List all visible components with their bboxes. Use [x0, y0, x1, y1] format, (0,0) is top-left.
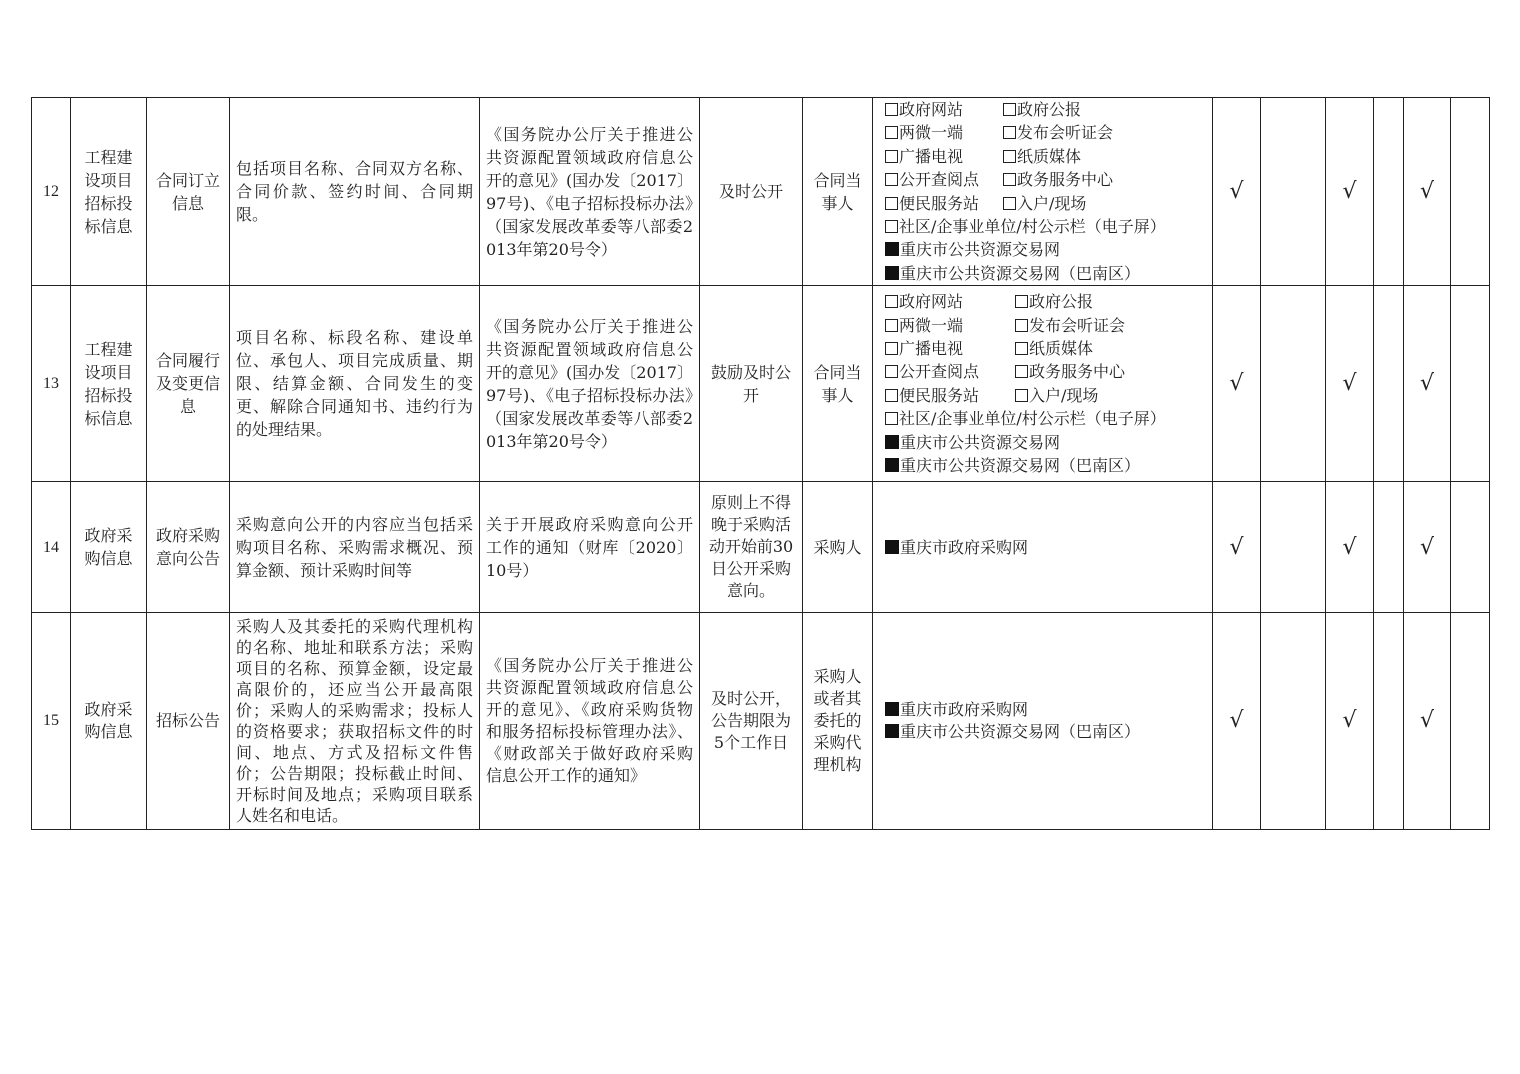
checkbox-empty-icon — [885, 389, 898, 402]
check-cell — [1374, 613, 1404, 830]
check-cell: √ — [1404, 613, 1451, 830]
subject-cell: 合同当事人 — [803, 286, 873, 482]
checkbox-empty-icon — [1015, 389, 1028, 402]
check-cell — [1261, 613, 1326, 830]
checkbox-filled-icon — [885, 435, 899, 449]
subject-cell: 合同当事人 — [803, 98, 873, 286]
subject-cell: 采购人或者其委托的采购代理机构 — [803, 613, 873, 830]
basis-cell: 《国务院办公厅关于推进公共资源配置领域政府信息公开的意见》、《政府采购货物和服务招标投标管理办法》、《财政部关于做好政府采购信息公开工作的通知》 — [480, 613, 700, 830]
checkbox-filled-icon — [885, 242, 899, 256]
checkbox-empty-icon — [885, 365, 898, 378]
check-cell: √ — [1326, 613, 1374, 830]
checkbox-empty-icon — [885, 412, 898, 425]
check-cell — [1261, 286, 1326, 482]
checkbox-empty-icon — [885, 319, 898, 332]
content-cell: 采购人及其委托的采购代理机构的名称、地址和联系方法；采购项目的名称、预算金额，设定最高限价的，还应当公开最高限价；采购人的采购需求；投标人的资格要求；获取招标文件的时间、地点、方式及招标文件售价；公告期限；投标截止时间、开标时间及地点；采购项目联系人姓名和电话。 — [230, 613, 480, 830]
checkbox-empty-icon — [885, 342, 898, 355]
disclosure-table — [31, 97, 1490, 830]
row-number: 13 — [32, 286, 71, 482]
checkbox-filled-icon — [885, 540, 899, 554]
checkbox-empty-icon — [885, 126, 898, 139]
checkbox-filled-icon — [885, 458, 899, 472]
checkbox-empty-icon — [1015, 295, 1028, 308]
channel-cell: 重庆市政府采购网 — [873, 482, 1213, 613]
content-cell: 项目名称、标段名称、建设单位、承包人、项目完成质量、期限、结算金额、合同发生的变更、解除合同通知书、违约行为的处理结果。 — [230, 286, 480, 482]
check-cell — [1451, 613, 1490, 830]
basis-cell: 《国务院办公厅关于推进公共资源配置领域政府信息公开的意见》(国办发〔2017〕97号)、《电子招标投标办法》（国家发展改革委等八部委2013年第20号令） — [480, 98, 700, 286]
check-cell: √ — [1326, 286, 1374, 482]
content-cell: 包括项目名称、合同双方名称、合同价款、签约时间、合同期限。 — [230, 98, 480, 286]
table-row — [32, 482, 1490, 613]
checkbox-empty-icon — [1015, 319, 1028, 332]
check-cell: √ — [1213, 482, 1261, 613]
item-cell: 招标公告 — [147, 613, 230, 830]
check-cell — [1374, 98, 1404, 286]
checkbox-empty-icon — [885, 197, 898, 210]
table-row — [32, 613, 1490, 830]
checkbox-empty-icon — [885, 173, 898, 186]
item-cell: 合同履行及变更信息 — [147, 286, 230, 482]
check-cell — [1451, 286, 1490, 482]
item-cell: 政府采购意向公告 — [147, 482, 230, 613]
checkbox-empty-icon — [1003, 150, 1016, 163]
time-limit-cell: 及时公开，公告期限为5个工作日 — [700, 613, 803, 830]
check-cell — [1451, 482, 1490, 613]
channel-cell: 政府网站 政府公报 两微一端 发布会听证会 广播电视 纸质媒体 公开查阅点 政务服务中心 便民服务站 入户/现场 社区/企事业单位/村公示栏（电子屏） 重庆市公共资源交易网 重庆市公共资源交易网（巴南区） — [873, 286, 1213, 482]
checkbox-empty-icon — [1003, 173, 1016, 186]
row-number: 15 — [32, 613, 71, 830]
check-cell: √ — [1213, 613, 1261, 830]
category-cell: 政府采购信息 — [71, 482, 147, 613]
check-cell: √ — [1213, 286, 1261, 482]
row-number: 12 — [32, 98, 71, 286]
check-cell: √ — [1404, 98, 1451, 286]
checkbox-empty-icon — [1015, 365, 1028, 378]
table-row — [32, 98, 1490, 286]
checkbox-empty-icon — [885, 150, 898, 163]
checkbox-empty-icon — [1003, 103, 1016, 116]
check-cell — [1374, 286, 1404, 482]
checkbox-empty-icon — [1003, 197, 1016, 210]
checkbox-empty-icon — [885, 220, 898, 233]
checkbox-filled-icon — [885, 724, 899, 738]
check-cell — [1261, 98, 1326, 286]
checkbox-empty-icon — [885, 295, 898, 308]
checkbox-filled-icon — [885, 702, 899, 716]
table-row — [32, 286, 1490, 482]
content-cell: 采购意向公开的内容应当包括采购项目名称、采购需求概况、预算金额、预计采购时间等 — [230, 482, 480, 613]
checkbox-empty-icon — [1015, 342, 1028, 355]
time-limit-cell: 及时公开 — [700, 98, 803, 286]
time-limit-cell: 原则上不得晚于采购活动开始前30日公开采购意向。 — [700, 482, 803, 613]
time-limit-cell: 鼓励及时公开 — [700, 286, 803, 482]
check-cell: √ — [1326, 482, 1374, 613]
subject-cell: 采购人 — [803, 482, 873, 613]
checkbox-filled-icon — [885, 266, 899, 280]
item-cell: 合同订立信息 — [147, 98, 230, 286]
basis-cell: 关于开展政府采购意向公开工作的通知（财库〔2020〕10号） — [480, 482, 700, 613]
check-cell: √ — [1404, 286, 1451, 482]
check-cell — [1261, 482, 1326, 613]
check-cell: √ — [1404, 482, 1451, 613]
check-cell: √ — [1213, 98, 1261, 286]
check-cell — [1451, 98, 1490, 286]
row-number: 14 — [32, 482, 71, 613]
checkbox-empty-icon — [885, 103, 898, 116]
basis-cell: 《国务院办公厅关于推进公共资源配置领域政府信息公开的意见》(国办发〔2017〕97号)、《电子招标投标办法》（国家发展改革委等八部委2013年第20号令） — [480, 286, 700, 482]
check-cell: √ — [1326, 98, 1374, 286]
checkbox-empty-icon — [1003, 126, 1016, 139]
category-cell: 工程建设项目招标投标信息 — [71, 98, 147, 286]
channel-cell: 重庆市政府采购网 重庆市公共资源交易网（巴南区） — [873, 613, 1213, 830]
category-cell: 工程建设项目招标投标信息 — [71, 286, 147, 482]
channel-cell: 政府网站 政府公报 两微一端 发布会听证会 广播电视 纸质媒体 公开查阅点 政务服务中心 便民服务站 入户/现场 社区/企事业单位/村公示栏（电子屏） 重庆市公共资源交易网 重庆市公共资源交易网（巴南区） — [873, 98, 1213, 286]
category-cell: 政府采购信息 — [71, 613, 147, 830]
check-cell — [1374, 482, 1404, 613]
